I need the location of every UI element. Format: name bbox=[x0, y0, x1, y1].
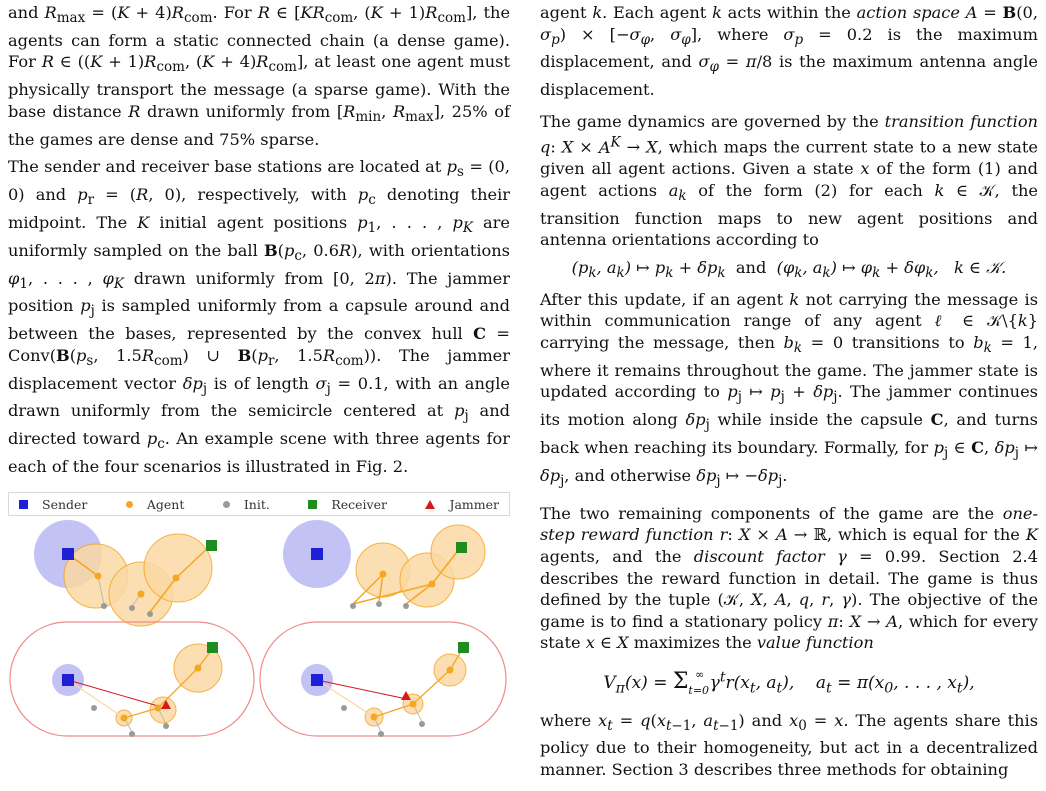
sender-square bbox=[311, 674, 323, 686]
paragraph: After this update, if an agent k not carrying the message is within communication range of any agent ℓ ∈ 𝒦\{k} carrying the message, then $b_k = 0$ transitions to $b_k = 1$, where it remains throughout the game. The jammer state is updated according to $p_j$ ↦ $p_j + \delta p_j$. The jammer continues its motion along $\delta p_j$ while inside the capsule C, and turns back when reaching its boundary. Formally, for $p_j$ ∈ C, $\delta p_j$ ↦ $\delta p_j$, and otherwise $\delta p_j$ ↦ $-\delta p_j$. bbox=[540, 289, 1038, 490]
agent-dot bbox=[371, 714, 378, 721]
paragraph: and $R_{max} = (K + 4)R_{com}$. For R ∈ [$KR_{com}$, $(K + 1)R_{com}$], the agents can form a static connected chain (a dense game). For R ∈ ($(K + 1)R_{com}$, $(K + 4)R_{com}$], at least one agent must physically transport the message (a sparse game). With the base distance R drawn uniformly from [$R_{min}$, $R_{max}$], 25% of the games are dense and 75% sparse. bbox=[8, 3, 511, 149]
link bbox=[413, 670, 450, 704]
paragraph: The two remaining components of the game are the one-step reward function r: X × A → ℝ, which is equal for the K agents, and the discount factor γ = 0.99. Section 2.4 describes the reward function in detail. The game is thus defined by the tuple (𝒦, X, A, q, r, γ). The objective of the game is to find a stationary policy π: X → A, which for every state x ∈ X maximizes the value function bbox=[540, 503, 1039, 653]
paragraph: where $x_t = q(x_{t-1}$, $a_{t-1}$) and $x_0 = x$. The agents share this policy due to their homogeneity, but act in a decentralized manner. Section 3 describes three methods for obtaining bbox=[540, 710, 1039, 779]
legend-init bbox=[223, 497, 270, 512]
legend-label: Sender bbox=[42, 496, 88, 512]
legend-label: Receiver bbox=[331, 496, 387, 512]
init-dot bbox=[101, 603, 107, 609]
init-dot bbox=[378, 731, 384, 737]
sender-square bbox=[62, 548, 74, 560]
sender-square bbox=[62, 674, 74, 686]
figure-2-scenarios bbox=[8, 518, 510, 740]
agent-dot bbox=[173, 575, 180, 582]
init-dot bbox=[129, 605, 135, 611]
init-dot bbox=[350, 603, 356, 609]
right-column bbox=[540, 2, 1038, 791]
receiver-square bbox=[458, 642, 469, 653]
jammer-marker-icon bbox=[425, 500, 435, 509]
init-marker-icon bbox=[223, 501, 230, 508]
sender-marker-icon bbox=[19, 500, 28, 509]
paragraph: The sender and receiver base stations are located at $p_s = (0$, 0) and $p_r = (R$, 0), respectively, with $p_c$ denoting their midpoint. The K initial agent positions $p_1$, . . . , $p_K$ are uniformly sampled on the ball $B(p_c$, 0.6R), with orientations $\varphi_1$, . . . , $\varphi_K$ drawn uniformly from [0, 2π). The jammer position $p_j$ is sampled uniformly from a capsule around and between the bases, represented by the convex hull $C = Conv(B(p_s$, $1.5R_{com}$) ∪ $B(p_r$, $1.5R_{com}$)). The jammer displacement vector $\delta p_j$ is of length $\sigma_j = 0.1$, with an angle drawn uniformly from the semicircle centered at $p_j$ and directed toward $p_c$. An example scene with three agents for each of the four scenarios is illustrated in Fig. 2. bbox=[8, 157, 511, 477]
init-dot bbox=[341, 705, 347, 711]
legend-label: Jammer bbox=[449, 496, 499, 512]
receiver-square bbox=[456, 542, 467, 553]
legend-label: Agent bbox=[146, 496, 185, 512]
legend-label: Init. bbox=[243, 496, 270, 512]
init-dot bbox=[129, 731, 135, 737]
agent-dot bbox=[380, 571, 387, 578]
receiver-square bbox=[207, 642, 218, 653]
scenario-panel-1 bbox=[34, 520, 217, 626]
init-dot bbox=[91, 705, 97, 711]
agent-dot bbox=[195, 665, 202, 672]
agent-dot bbox=[429, 581, 436, 588]
figure-legend bbox=[8, 492, 510, 516]
receiver-square bbox=[206, 540, 217, 551]
scenario-panel-3 bbox=[10, 622, 254, 737]
init-dot bbox=[376, 601, 382, 607]
agent-dot bbox=[155, 705, 162, 712]
agent-dot bbox=[410, 701, 417, 708]
sender-square bbox=[311, 548, 323, 560]
agent-marker-icon bbox=[126, 501, 133, 508]
legend-receiver bbox=[308, 497, 387, 512]
legend-sender bbox=[19, 497, 87, 512]
agent-dot bbox=[95, 573, 102, 580]
agent-dot bbox=[138, 591, 145, 598]
paragraph: agent k. Each agent k acts within the action space A = B(0, $\sigma_p) \times [-\sigma_\varphi$, $\sigma_\varphi$], where $\sigma_p = 0.2$ is the maximum displacement, and $\sigma_\varphi = \pi/8$ is the maximum antenna angle displacement. bbox=[540, 3, 1038, 100]
agent-dot bbox=[447, 667, 454, 674]
init-dot bbox=[403, 603, 409, 609]
init-dot bbox=[147, 611, 153, 617]
jam-line bbox=[68, 680, 158, 706]
scenario-panel-2 bbox=[283, 520, 485, 609]
init-dot bbox=[419, 721, 425, 727]
agent-dot bbox=[121, 715, 128, 722]
legend-jammer bbox=[425, 497, 499, 512]
init-dot bbox=[163, 723, 169, 729]
paragraph: The game dynamics are governed by the transition function q: $X \times A^K \to X$, which maps the current state to a new state given all agent actions. Given a state x of the form (1) and agent actions $a_k$ of the form (2) for each k ∈ 𝒦, the transition function maps to new agent positions and antenna orientations according to bbox=[540, 111, 1039, 250]
scenario-panel-4 bbox=[260, 622, 506, 737]
equation-transition: ($p_k$, $a_k$) ↦ $p_k + \delta p_k$ and ($\varphi_k$, $a_k$) ↦ $\varphi_k + \delta\varphi_k$, k ∈ 𝒦. bbox=[571, 258, 1007, 282]
equation-value-function: $V_\pi(x) = \Sigma_{t=0}^\infty$ $\gamma^tr(x_t$, $a_t$), $a_t = \pi(x_0$, . . . , $x_t$), bbox=[603, 667, 975, 697]
legend-agent bbox=[126, 497, 185, 512]
link bbox=[68, 680, 124, 718]
receiver-marker-icon bbox=[308, 500, 317, 509]
left-column bbox=[8, 2, 510, 488]
agent-range bbox=[144, 534, 212, 602]
